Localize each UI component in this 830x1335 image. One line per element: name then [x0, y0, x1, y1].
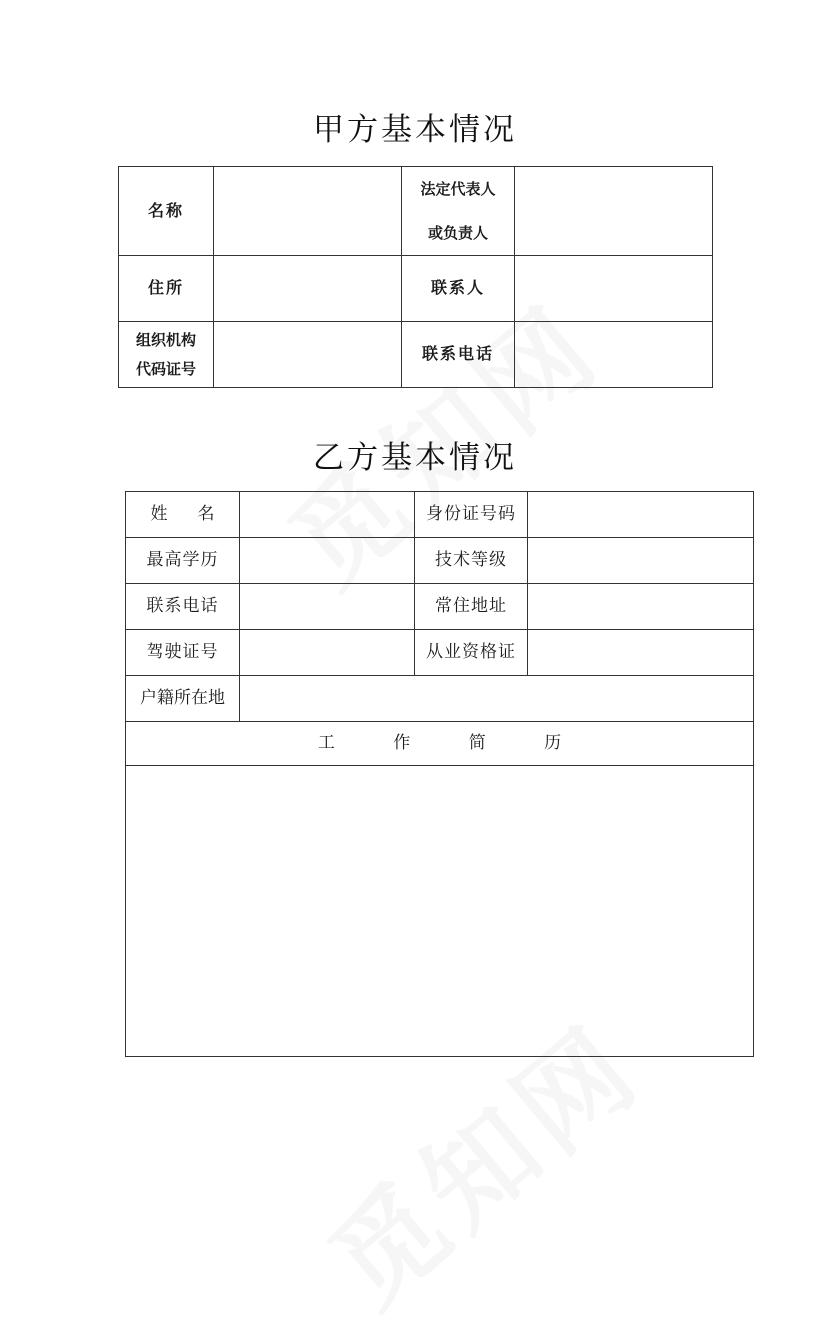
org-code-label-line2: 代码证号: [135, 359, 196, 378]
b-phone-value-field[interactable]: [240, 584, 415, 630]
party-a-row-org-code: [119, 322, 713, 388]
hukou-label: 户籍所在地: [126, 676, 240, 722]
party-b-row-phone: [126, 584, 754, 630]
contact-person-label: 联系人: [402, 256, 515, 322]
b-name-label: [126, 492, 245, 538]
tech-level-label: 技术等级: [415, 538, 528, 584]
party-b-row-name: [126, 492, 754, 538]
party-a-row-address: [119, 256, 713, 322]
work-history-char-4: 历: [544, 733, 562, 754]
party-b-row-education: [126, 538, 754, 584]
org-code-value-field[interactable]: [214, 322, 402, 388]
contact-phone-value-field[interactable]: [515, 322, 713, 388]
legal-rep-label-line2: 或负责人: [427, 224, 488, 242]
education-value-field[interactable]: [240, 538, 415, 584]
contact-phone-label: 联系电话: [402, 322, 515, 388]
party-b-row-license: [126, 630, 754, 676]
party-b-row-work-history-body: [126, 766, 754, 1057]
party-b-row-hukou: [126, 676, 754, 722]
legal-rep-value-field[interactable]: [515, 167, 713, 256]
tech-level-value-field[interactable]: [528, 538, 754, 584]
name-label: 名称: [119, 167, 214, 256]
address-value-field[interactable]: [214, 256, 402, 322]
b-phone-label: 联系电话: [126, 584, 240, 630]
work-history-char-3: 简: [468, 733, 486, 754]
org-code-label: [119, 322, 214, 388]
party-a-table: [118, 166, 713, 388]
b-name-value-field[interactable]: [240, 492, 415, 538]
driver-license-value-field[interactable]: [240, 630, 415, 676]
org-code-label-line1: 组织机构: [135, 330, 196, 349]
driver-license-label: 驾驶证号: [126, 630, 240, 676]
contact-person-value-field[interactable]: [515, 256, 713, 322]
party-b-row-work-history-header: [126, 722, 754, 766]
work-history-char-1: 工: [317, 733, 335, 754]
qualification-cert-label: 从业资格证: [415, 630, 528, 676]
residence-address-value-field[interactable]: [528, 584, 754, 630]
party-a-row-name: [119, 167, 713, 256]
work-history-content-field[interactable]: [126, 766, 754, 1057]
party-a-title: 甲方基本情况: [313, 112, 517, 148]
b-name-label-text: 姓名: [150, 504, 245, 525]
hukou-value-field[interactable]: [240, 676, 754, 722]
work-history-header: [126, 722, 754, 766]
party-b-table: [125, 491, 754, 1057]
address-label: 住所: [119, 256, 214, 322]
legal-rep-label: [402, 167, 515, 256]
id-number-value-field[interactable]: [528, 492, 754, 538]
work-history-char-2: 作: [393, 733, 411, 754]
residence-address-label: 常住地址: [415, 584, 528, 630]
education-label: 最高学历: [126, 538, 240, 584]
id-number-label: 身份证号码: [415, 492, 528, 538]
legal-rep-label-line1: 法定代表人: [420, 180, 496, 198]
name-value-field[interactable]: [214, 167, 402, 256]
party-b-title: 乙方基本情况: [313, 440, 517, 476]
qualification-cert-value-field[interactable]: [528, 630, 754, 676]
